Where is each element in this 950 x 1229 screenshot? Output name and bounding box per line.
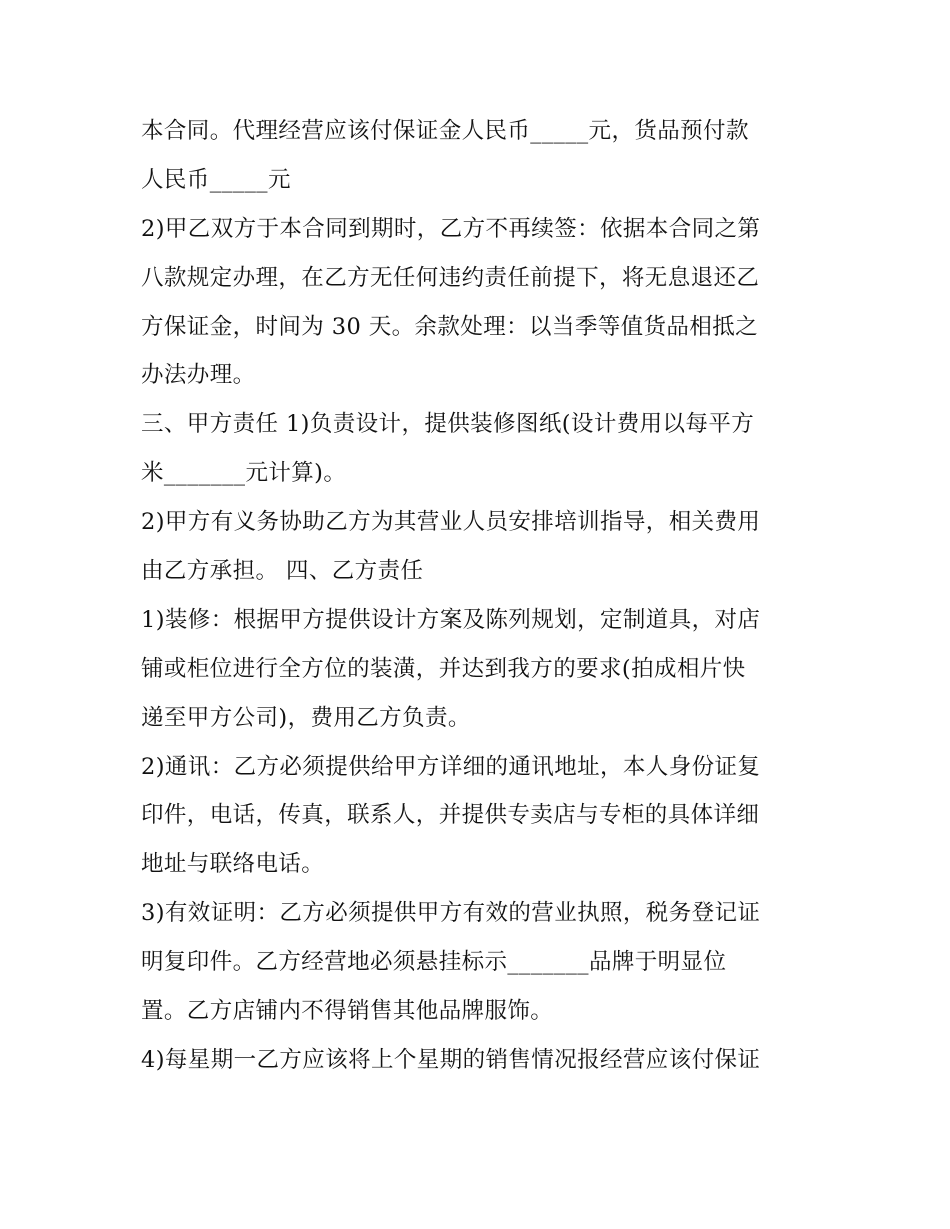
text-line: 人民币_____元 [141, 166, 291, 193]
text-line: 2)甲方有义务协助乙方为其营业人员安排培训指导，相关费用 [141, 509, 761, 536]
text-line: 3)有效证明：乙方必须提供甲方有效的营业执照，税务登记证 [141, 900, 761, 927]
text-line: 八款规定办理，在乙方无任何违约责任前提下，将无息退还乙 [141, 264, 760, 291]
contract-text [141, 107, 821, 1085]
text-line: 2)通讯：乙方必须提供给甲方详细的通讯地址，本人身份证复 [141, 753, 761, 780]
text-line: 铺或柜位进行全方位的装潢，并达到我方的要求(拍成相片快 [141, 655, 746, 682]
text-line: 本合同。代理经营应该付保证金人民币_____元，货品预付款 [141, 118, 749, 144]
text-line: 明复印件。乙方经营地必须悬挂标示_______品牌于明显位 [141, 949, 727, 976]
text-line: 置。乙方店铺内不得销售其他品牌服饰。 [141, 998, 554, 1025]
text-line: 三、甲方责任 1)负责设计，提供装修图纸(设计费用以每平方 [141, 411, 755, 438]
text-line: 4)每星期一乙方应该将上个星期的销售情况报经营应该付保证 [141, 1046, 761, 1073]
text-line: 印件，电话，传真，联系人，并提供专卖店与专柜的具体详细 [141, 802, 760, 829]
text-line: 由乙方承担。 四、乙方责任 [141, 558, 424, 585]
text-line: 1)装修：根据甲方提供设计方案及陈列规划，定制道具，对店 [141, 606, 761, 633]
text-line: 办法办理。 [141, 362, 256, 389]
text-line: 2)甲乙双方于本合同到期时，乙方不再续签：依据本合同之第 [141, 215, 761, 242]
text-line: 米_______元计算)。 [141, 460, 347, 487]
text-line: 地址与联络电话。 [141, 851, 325, 878]
text-line: 方保证金，时间为 30 天。余款处理：以当季等值货品相抵之 [141, 313, 759, 340]
text-line: 递至甲方公司)，费用乙方负责。 [141, 704, 471, 731]
